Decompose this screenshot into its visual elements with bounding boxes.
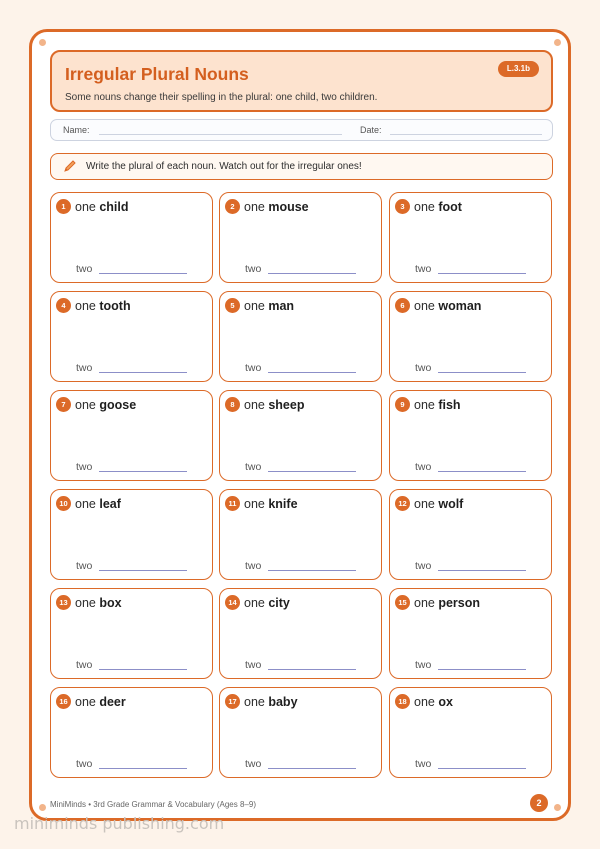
item-number: 18 xyxy=(395,694,410,709)
item-number: 5 xyxy=(225,298,240,313)
plural-answer-line[interactable] xyxy=(438,768,526,769)
two-label: two xyxy=(245,362,262,374)
noun-card xyxy=(50,489,213,580)
item-number: 10 xyxy=(56,496,71,511)
singular-prompt xyxy=(75,497,121,511)
singular-prompt xyxy=(414,299,481,313)
page-number: 2 xyxy=(530,794,548,812)
corner-dot xyxy=(39,804,46,811)
instructions-text: Write the plural of each noun. Watch out for the irregular ones! xyxy=(86,161,362,172)
noun-word: deer xyxy=(99,695,126,709)
page-title: Irregular Plural Nouns xyxy=(65,64,249,84)
one-label: one xyxy=(75,695,96,709)
noun-card xyxy=(389,489,552,580)
standard-badge: L.3.1b xyxy=(498,61,539,77)
plural-answer-line[interactable] xyxy=(438,669,526,670)
name-label: Name: xyxy=(63,125,90,135)
name-date-bar xyxy=(50,119,553,141)
one-label: one xyxy=(75,497,96,511)
noun-word: child xyxy=(99,200,129,214)
plural-answer-line[interactable] xyxy=(99,372,187,373)
one-label: one xyxy=(244,695,265,709)
plural-answer-line[interactable] xyxy=(268,471,356,472)
two-label: two xyxy=(415,263,432,275)
item-number: 8 xyxy=(225,397,240,412)
item-number: 1 xyxy=(56,199,71,214)
plural-answer-line[interactable] xyxy=(268,273,356,274)
noun-word: fish xyxy=(438,398,461,412)
singular-prompt xyxy=(244,299,294,313)
one-label: one xyxy=(244,200,265,214)
two-label: two xyxy=(245,461,262,473)
item-number: 17 xyxy=(225,694,240,709)
noun-card xyxy=(219,291,382,382)
plural-answer-line[interactable] xyxy=(268,669,356,670)
noun-word: knife xyxy=(268,497,298,511)
noun-card xyxy=(50,588,213,679)
one-label: one xyxy=(75,299,96,313)
two-label: two xyxy=(76,263,93,275)
two-label: two xyxy=(415,362,432,374)
instructions-box xyxy=(50,153,553,180)
noun-word: baby xyxy=(268,695,298,709)
watermark: miniminds publishing.com xyxy=(14,814,225,833)
noun-card xyxy=(389,687,552,778)
item-number: 15 xyxy=(395,595,410,610)
item-number: 9 xyxy=(395,397,410,412)
two-label: two xyxy=(76,659,93,671)
item-number: 7 xyxy=(56,397,71,412)
singular-prompt xyxy=(414,695,453,709)
one-label: one xyxy=(244,398,265,412)
plural-answer-line[interactable] xyxy=(99,768,187,769)
plural-answer-line[interactable] xyxy=(99,570,187,571)
noun-word: wolf xyxy=(438,497,464,511)
singular-prompt xyxy=(244,596,290,610)
noun-word: woman xyxy=(438,299,482,313)
item-number: 16 xyxy=(56,694,71,709)
singular-prompt xyxy=(414,497,463,511)
one-label: one xyxy=(414,497,435,511)
noun-word: goose xyxy=(99,398,137,412)
noun-word: city xyxy=(268,596,290,610)
singular-prompt xyxy=(244,200,309,214)
singular-prompt xyxy=(75,200,129,214)
item-number: 3 xyxy=(395,199,410,214)
two-label: two xyxy=(245,659,262,671)
plural-answer-line[interactable] xyxy=(268,372,356,373)
noun-word: box xyxy=(99,596,122,610)
noun-card xyxy=(50,291,213,382)
singular-prompt xyxy=(75,695,126,709)
noun-card xyxy=(50,390,213,481)
plural-answer-line[interactable] xyxy=(438,570,526,571)
one-label: one xyxy=(414,200,435,214)
noun-word: tooth xyxy=(99,299,131,313)
noun-card xyxy=(219,687,382,778)
plural-answer-line[interactable] xyxy=(438,471,526,472)
plural-answer-line[interactable] xyxy=(438,372,526,373)
noun-card xyxy=(219,390,382,481)
two-label: two xyxy=(245,758,262,770)
one-label: one xyxy=(414,299,435,313)
plural-answer-line[interactable] xyxy=(268,768,356,769)
two-label: two xyxy=(76,758,93,770)
corner-dot xyxy=(554,39,561,46)
item-number: 12 xyxy=(395,496,410,511)
two-label: two xyxy=(415,659,432,671)
singular-prompt xyxy=(244,695,298,709)
singular-prompt xyxy=(75,398,136,412)
two-label: two xyxy=(415,758,432,770)
two-label: two xyxy=(245,560,262,572)
plural-answer-line[interactable] xyxy=(99,471,187,472)
footer-text: MiniMinds • 3rd Grade Grammar & Vocabulary (Ages 8–9) xyxy=(50,800,256,809)
noun-card xyxy=(219,489,382,580)
singular-prompt xyxy=(75,596,122,610)
plural-answer-line[interactable] xyxy=(99,669,187,670)
noun-card xyxy=(219,588,382,679)
one-label: one xyxy=(414,596,435,610)
item-number: 6 xyxy=(395,298,410,313)
page-subtitle: Some nouns change their spelling in the plural: one child, two children. xyxy=(65,92,378,103)
date-label: Date: xyxy=(360,125,382,135)
item-number: 14 xyxy=(225,595,240,610)
noun-word: man xyxy=(268,299,295,313)
singular-prompt xyxy=(414,200,462,214)
noun-card xyxy=(389,390,552,481)
date-field[interactable] xyxy=(390,134,542,135)
corner-dot xyxy=(39,39,46,46)
noun-word: person xyxy=(438,596,481,610)
noun-card xyxy=(389,291,552,382)
worksheet-page xyxy=(29,29,571,821)
noun-card xyxy=(389,588,552,679)
singular-prompt xyxy=(414,596,480,610)
noun-card xyxy=(50,192,213,283)
one-label: one xyxy=(414,695,435,709)
two-label: two xyxy=(245,263,262,275)
two-label: two xyxy=(76,560,93,572)
one-label: one xyxy=(75,596,96,610)
noun-card xyxy=(50,687,213,778)
noun-card xyxy=(389,192,552,283)
one-label: one xyxy=(244,299,265,313)
item-number: 4 xyxy=(56,298,71,313)
two-label: two xyxy=(415,461,432,473)
pencil-icon xyxy=(63,159,77,173)
singular-prompt xyxy=(414,398,461,412)
one-label: one xyxy=(75,200,96,214)
item-number: 2 xyxy=(225,199,240,214)
two-label: two xyxy=(415,560,432,572)
one-label: one xyxy=(75,398,96,412)
two-label: two xyxy=(76,461,93,473)
noun-word: sheep xyxy=(268,398,305,412)
noun-word: foot xyxy=(438,200,462,214)
one-label: one xyxy=(414,398,435,412)
one-label: one xyxy=(244,497,265,511)
noun-word: mouse xyxy=(268,200,309,214)
singular-prompt xyxy=(244,398,304,412)
item-number: 13 xyxy=(56,595,71,610)
header-banner xyxy=(50,50,553,112)
singular-prompt xyxy=(244,497,298,511)
item-number: 11 xyxy=(225,496,240,511)
singular-prompt xyxy=(75,299,131,313)
plural-answer-line[interactable] xyxy=(438,273,526,274)
noun-word: leaf xyxy=(99,497,121,511)
name-field[interactable] xyxy=(99,134,342,135)
plural-answer-line[interactable] xyxy=(268,570,356,571)
one-label: one xyxy=(244,596,265,610)
plural-answer-line[interactable] xyxy=(99,273,187,274)
corner-dot xyxy=(554,804,561,811)
two-label: two xyxy=(76,362,93,374)
noun-card xyxy=(219,192,382,283)
noun-word: ox xyxy=(438,695,453,709)
